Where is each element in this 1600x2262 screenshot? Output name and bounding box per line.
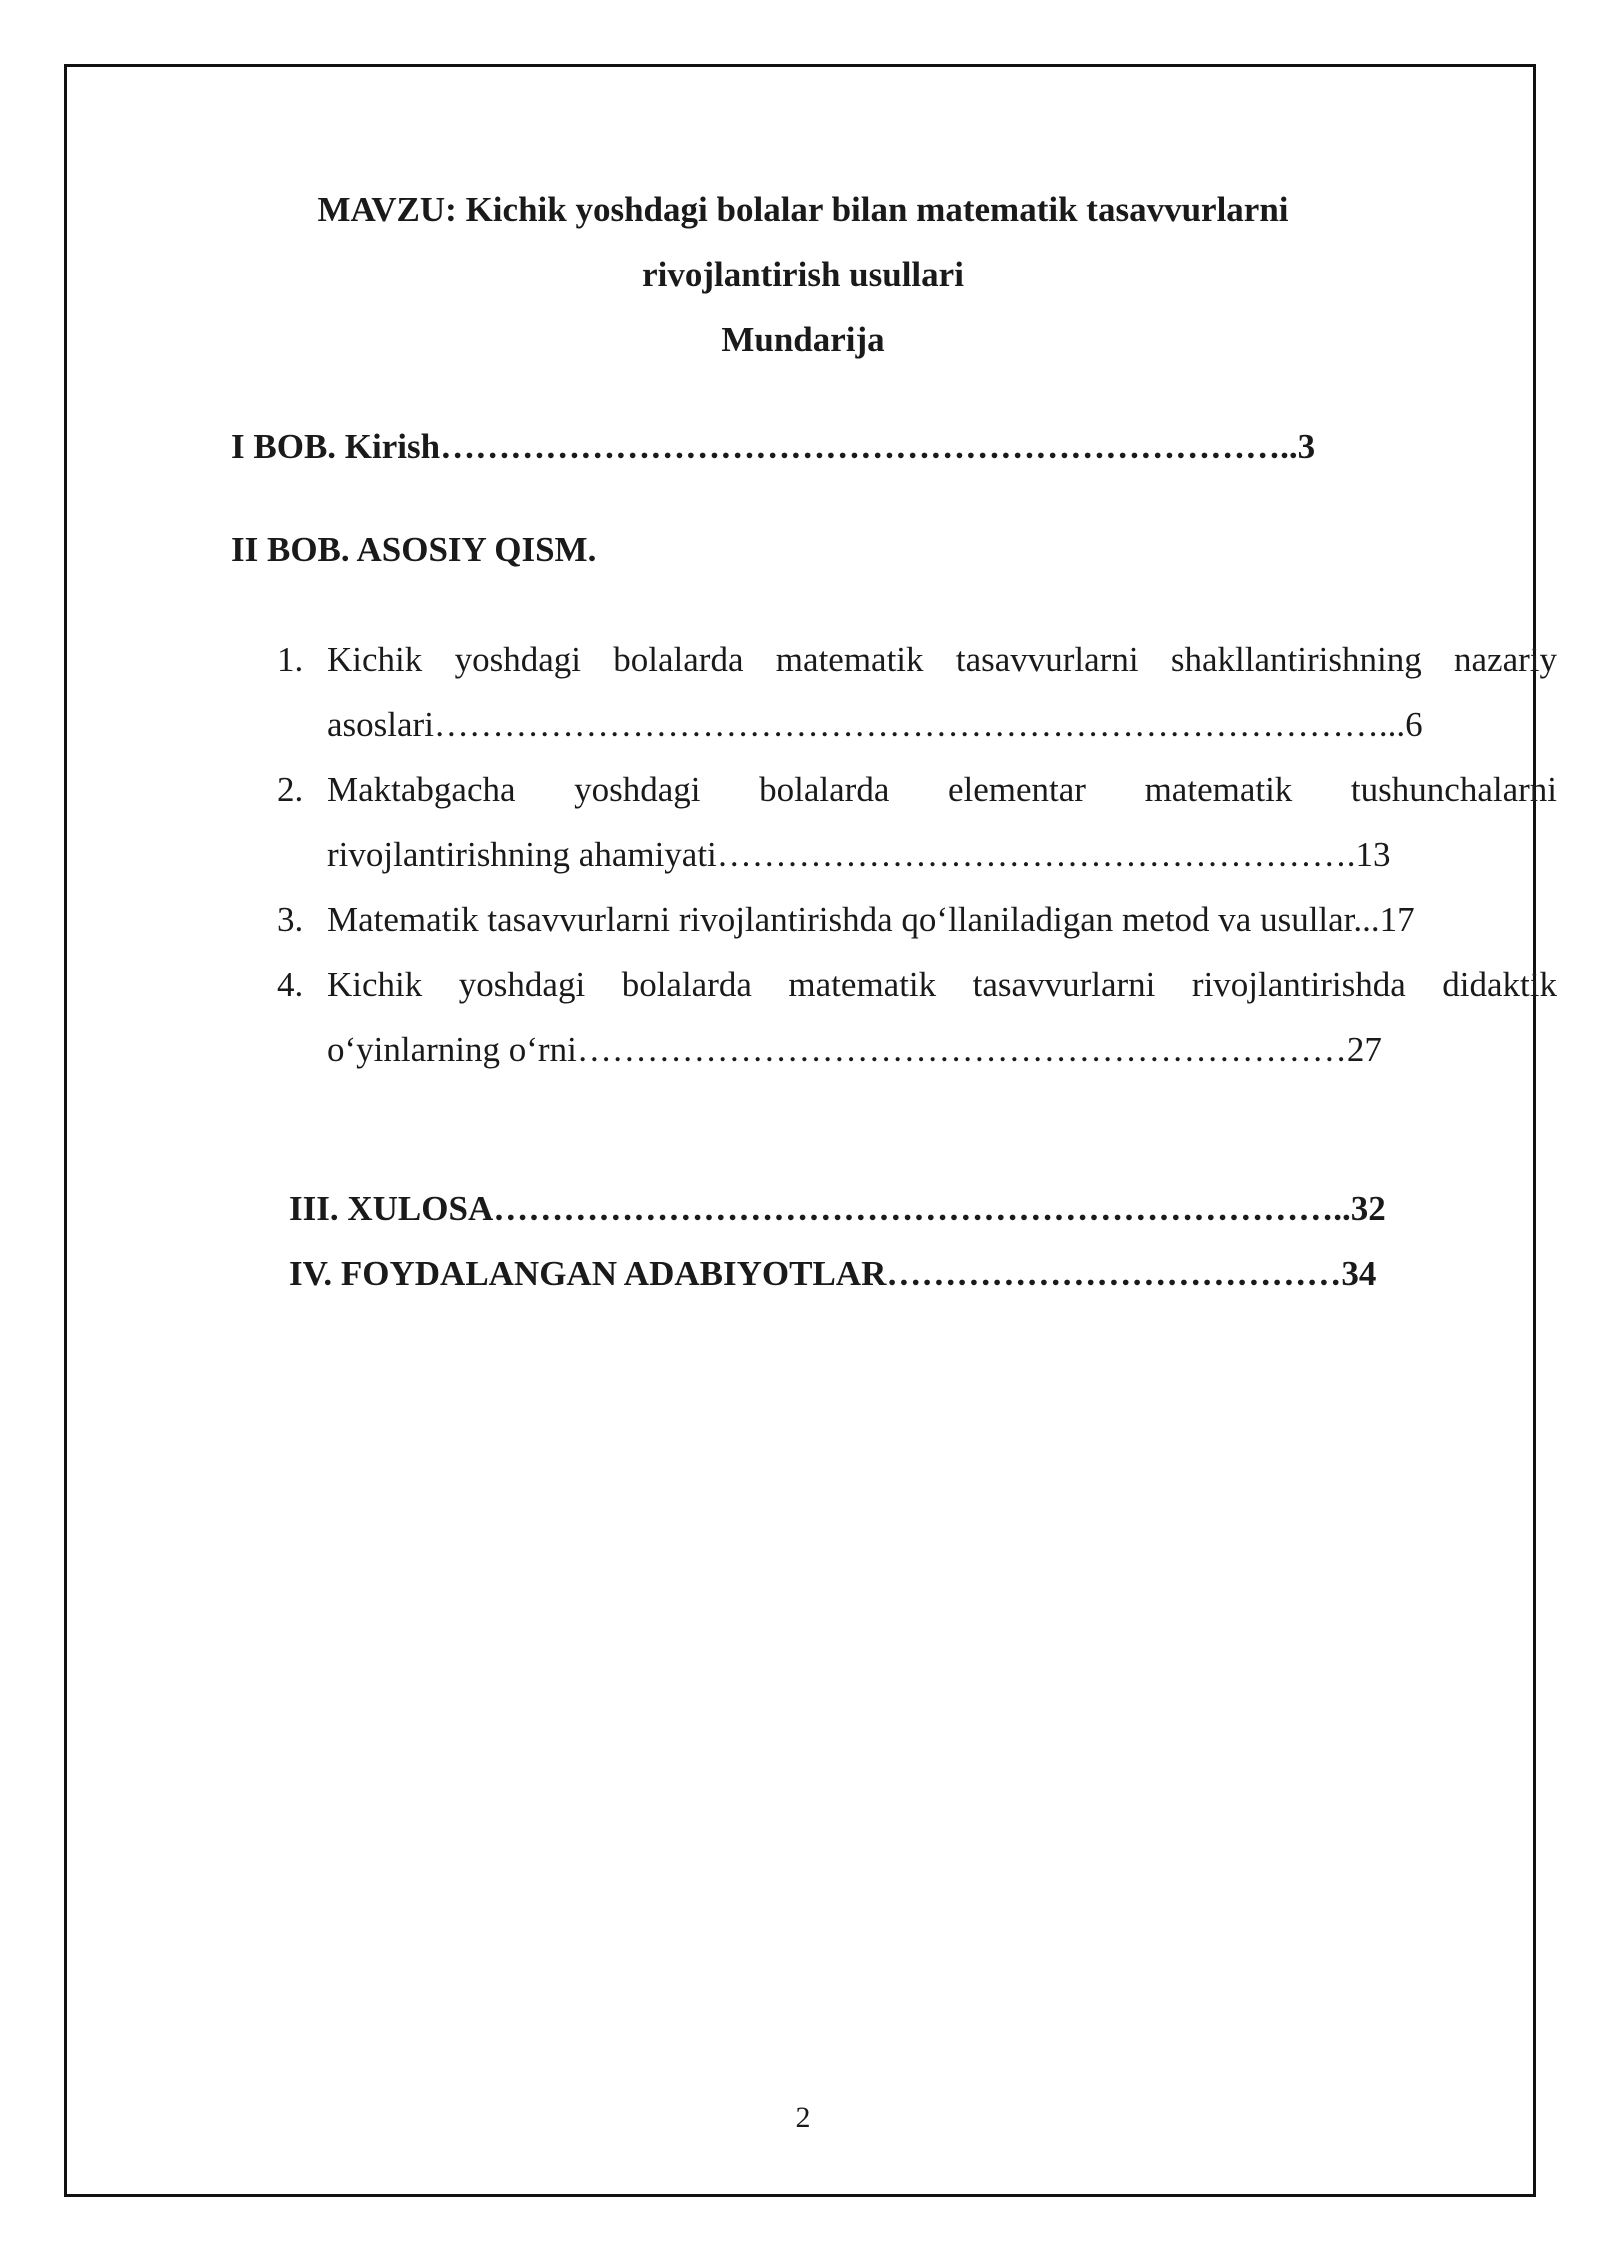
toc-sub-item-text: Matematik tasavvurlarni rivojlantirishda qo‘llaniladigan metod va usullar xyxy=(327,900,1354,939)
toc-sub-item xyxy=(277,887,1557,952)
toc-leader-dots: ……………………………………………………………….. xyxy=(440,427,1298,466)
list-number: 4. xyxy=(277,965,304,1004)
toc-leader-dots: ………………………………………………………………………... xyxy=(433,705,1406,744)
toc-entry-chapter-4 xyxy=(289,1254,1376,1294)
toc-entry-label: III. XULOSA xyxy=(289,1189,494,1228)
toc-page-number: 6 xyxy=(1405,705,1423,744)
toc-sub-item xyxy=(277,627,1557,757)
toc-entry-label: IV. FOYDALANGAN ADABIYOTLAR xyxy=(289,1254,887,1293)
toc-heading: Mundarija xyxy=(721,320,885,359)
page-number: 2 xyxy=(795,2101,811,2134)
toc-leader-dots: ……………………………………………………………….. xyxy=(493,1189,1351,1228)
toc-leader-dots: ………………………………………………. xyxy=(716,835,1356,874)
toc-sub-item xyxy=(277,952,1557,1082)
toc-sub-item-text: Kichik yoshdagi bolalarda matematik tasavvurlarni shakllantirishning nazariy asoslari xyxy=(327,640,1557,744)
page-frame xyxy=(64,64,1557,2197)
document-title xyxy=(67,177,1539,307)
toc-sub-item-text: Maktabgacha yoshdagi bolalarda elementar matematik tushunchalarni rivojlantirishning ahamiyati xyxy=(327,770,1557,874)
toc-entry-label: II BOB. ASOSIY QISM. xyxy=(231,530,597,569)
toc-page-number: 27 xyxy=(1346,1030,1382,1069)
toc-sub-item-text: Kichik yoshdagi bolalarda matematik tasavvurlarni rivojlantirishda didaktik o‘yinlarning o‘rni xyxy=(327,965,1557,1069)
toc-entry-chapter-1 xyxy=(231,427,1315,467)
toc-entry-chapter-3 xyxy=(289,1189,1386,1229)
toc-leader-dots: ... xyxy=(1353,900,1380,939)
toc-page-number: 32 xyxy=(1350,1189,1386,1228)
title-line-1: MAVZU: Kichik yoshdagi bolalar bilan matematik tasavvurlarni xyxy=(317,190,1289,229)
toc-sub-list xyxy=(277,627,1557,1082)
toc-sub-item xyxy=(277,757,1557,887)
toc-page-number: 34 xyxy=(1341,1254,1377,1293)
toc-leader-dots: ………………………………… xyxy=(886,1254,1342,1293)
list-number: 1. xyxy=(277,640,304,679)
toc-page-number: 13 xyxy=(1355,835,1391,874)
toc-entry-label: I BOB. Kirish xyxy=(231,427,441,466)
toc-entry-chapter-2 xyxy=(231,530,596,570)
list-number: 2. xyxy=(277,770,304,809)
toc-page-number: 3 xyxy=(1297,427,1316,466)
toc-page-number: 17 xyxy=(1379,900,1415,939)
toc-leader-dots: ………………………………………………………… xyxy=(576,1030,1347,1069)
title-line-2: rivojlantirish usullari xyxy=(642,255,964,294)
list-number: 3. xyxy=(277,900,304,939)
